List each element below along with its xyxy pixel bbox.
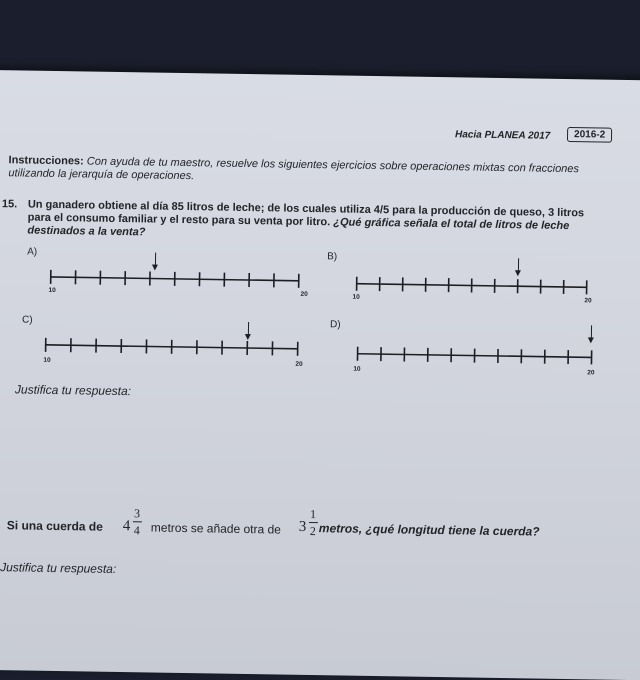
- option-b-end-label: 20: [584, 297, 591, 304]
- option-d-arrow: [591, 325, 593, 339]
- option-c-end-label: 20: [295, 361, 302, 368]
- instructions-label: Instrucciones:: [8, 154, 83, 167]
- option-c-arrow: [248, 322, 250, 336]
- question-15-justify-label: Justifica tu respuesta:: [15, 382, 131, 398]
- question-16-justify-label: Justifica tu respuesta:: [0, 560, 116, 576]
- question-16-number: [0, 518, 1, 532]
- question-15: [1, 198, 602, 246]
- option-d-start-label: 10: [353, 366, 360, 373]
- option-d-number-line: [357, 346, 597, 370]
- fraction-bar: [309, 522, 318, 523]
- fraction-whole: 4: [123, 518, 131, 535]
- question-16-text-after: metros, ¿qué longitud tiene la cuerda?: [319, 521, 540, 538]
- option-b-start-label: 10: [352, 294, 359, 301]
- option-a-arrow: [155, 253, 157, 267]
- fraction-bar: [133, 521, 142, 522]
- option-a-end-label: 20: [300, 291, 307, 298]
- question-16-text-middle: metros se añade otra de: [151, 521, 281, 537]
- option-c-start-label: 10: [43, 357, 50, 364]
- option-b-number-line: [356, 276, 596, 300]
- option-a-label: A): [27, 247, 37, 258]
- fraction-denominator: 2: [310, 524, 316, 539]
- instructions: [8, 154, 618, 190]
- instructions-text: Con ayuda de tu maestro, resuelve los siguientes ejercicios sobre operaciones mixtas con fracciones utilizando la jerarquía de operaciones.: [8, 155, 579, 182]
- fraction-numerator: 3: [134, 506, 140, 521]
- header-title: Hacia PLANEA 2017: [455, 129, 550, 141]
- fraction-whole: 3: [299, 519, 307, 536]
- option-b-label: B): [327, 251, 337, 262]
- question-15-prompt: ¿Qué gráfica señala el total de litros de leche destinados a la venta?: [27, 216, 569, 238]
- header-code-badge: 2016-2: [567, 127, 612, 143]
- option-d-label: D): [330, 319, 341, 330]
- fraction-denominator: 4: [134, 523, 140, 538]
- worksheet-page: [0, 70, 640, 680]
- option-a-number-line: [51, 269, 311, 293]
- option-b-arrow: [518, 258, 520, 272]
- option-d-end-label: 20: [587, 369, 594, 376]
- option-c-label: C): [22, 314, 33, 325]
- option-a-start-label: 10: [48, 287, 55, 294]
- question-15-number: 15.: [2, 198, 17, 211]
- option-c-number-line: [46, 337, 306, 361]
- fraction-numerator: 1: [310, 507, 316, 522]
- question-15-text: Un ganadero obtiene al día 85 litros de leche; de los cuales utiliza 4/5 para la producción de queso, 3 litros para el consumo familiar y el resto para su venta por litro.: [28, 199, 585, 229]
- question-16-text-before: Si una cuerda de: [7, 518, 103, 534]
